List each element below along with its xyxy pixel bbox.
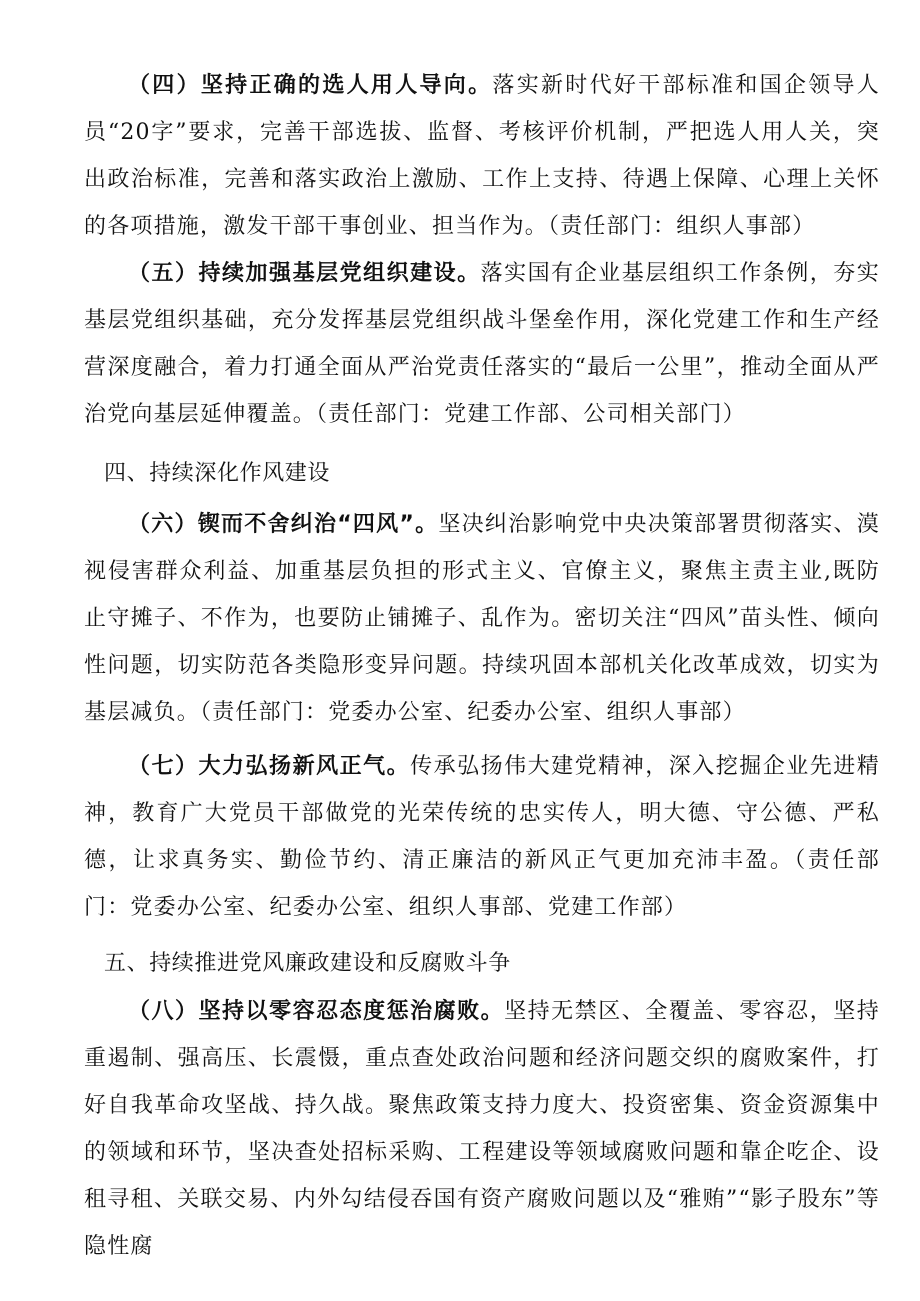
paragraph-5 [84,250,880,438]
paragraph-5-body: 落实国有企业基层组织工作条例，夯实基层党组织基础，充分发挥基层党组织战斗堡垒作用，深化党建工作和生产经营深度融合，着力打通全面从严治党责任落实的“最后一公里”，推动全面从严治党向基层延伸覆盖。（责任部门：党建工作部、公司相关部门） [84,261,880,427]
paragraph-7-body: 传承弘扬伟大建党精神，深入挖掘企业先进精神，教育广大党员干部做党的光荣传统的忠实传人，明大德、守公德、严私德，让求真务实、勤俭节约、清正廉洁的新风正气更加充沛丰盈。（责任部门：党委办公室、纪委办公室、组织人事部、党建工作部） [84,754,880,920]
paragraph-6 [84,501,880,736]
paragraph-7-lead: （七）大力弘扬新风正气。 [128,754,411,779]
paragraph-7 [84,743,880,931]
paragraph-4-body: 落实新时代好干部标准和国企领导人员“20字”要求，完善干部选拔、监督、考核评价机制，严把选人用人关，突出政治标准，完善和落实政治上激励、工作上支持、待遇上保障、心理上关怀的各项措施，激发干部干事创业、担当作为。（责任部门：组织人事部） [84,73,880,239]
paragraph-8 [84,988,880,1270]
paragraph-5-lead: （五）持续加强基层党组织建设。 [128,261,481,286]
paragraph-6-body: 坚决纠治影响党中央决策部署贯彻落实、漠视侵害群众利益、加重基层负担的形式主义、官僚主义，聚焦主责主业,既防止守摊子、不作为，也要防止铺摊子、乱作为。密切关注“四风”苗头性、倾向性问题，切实防范各类隐形变异问题。持续巩固本部机关化改革成效，切实为基层减负。（责任部门：党委办公室、纪委办公室、组织人事部） [84,512,880,725]
paragraph-8-body: 坚持无禁区、全覆盖、零容忍，坚持重遏制、强高压、长震慑，重点查处政治问题和经济问题交织的腐败案件，打好自我革命攻坚战、持久战。聚焦政策支持力度大、投资密集、资金资源集中的领域和环节，坚决查处招标采购、工程建设等领域腐败问题和靠企吃企、设租寻租、关联交易、内外勾结侵吞国有资产腐败问题以及“雅贿”“影子股东”等隐性腐 [84,999,880,1259]
paragraph-4-lead: （四）坚持正确的选人用人导向。 [128,73,493,98]
section-heading-5: 五、持续推进党风廉政建设和反腐败斗争 [104,951,511,976]
paragraph-8-lead: （八）坚持以零容忍态度惩治腐败。 [128,999,505,1024]
section-heading-4: 四、持续深化作风建设 [104,461,331,486]
paragraph-6-lead: （六）锲而不舍纠治“四风”。 [128,512,439,537]
paragraph-4 [84,62,880,250]
